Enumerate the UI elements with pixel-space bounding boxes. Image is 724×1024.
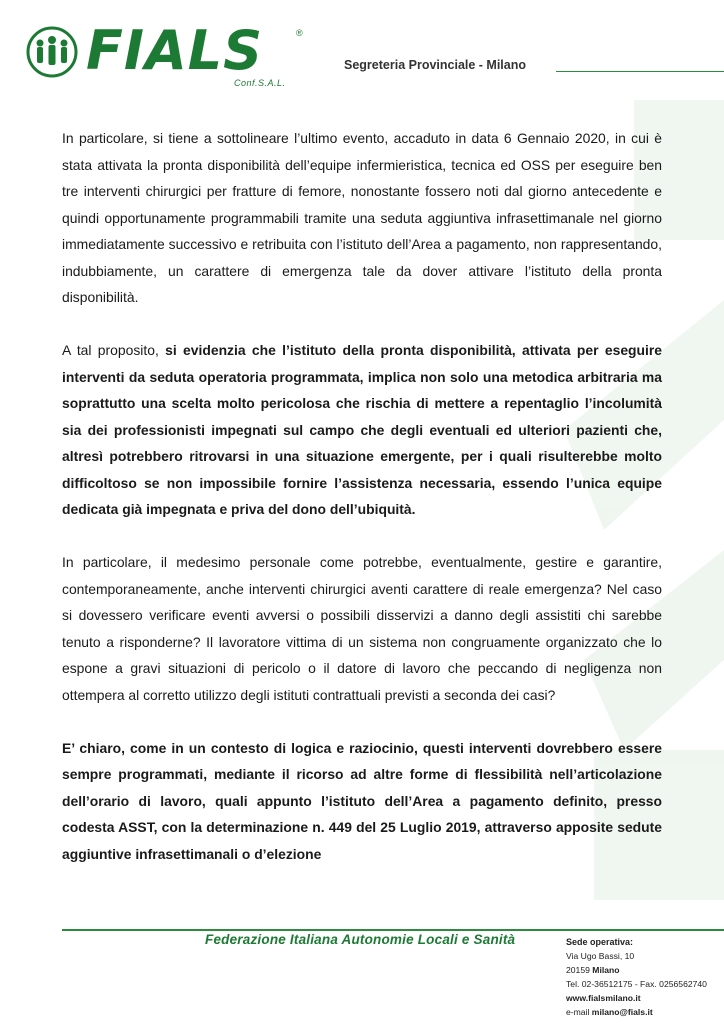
phone-line <box>566 977 707 991</box>
city: Milano <box>592 965 620 975</box>
federation-name: Federazione Italiana Autonomie Locali e Sanità <box>205 932 516 947</box>
email-link[interactable]: milano@fials.it <box>591 1007 653 1017</box>
contact-block <box>566 935 707 1019</box>
city-line <box>566 963 707 977</box>
letter-body <box>62 125 662 894</box>
header-divider <box>556 71 724 72</box>
logo-wordmark: FIALS <box>86 19 264 82</box>
registered-mark: ® <box>296 28 303 38</box>
address: Via Ugo Bassi, 10 <box>566 951 635 961</box>
fax-number: 0256562740 <box>659 979 707 989</box>
fax-label: - Fax. <box>634 979 657 989</box>
paragraph-2 <box>62 337 662 523</box>
paragraph-3: In particolare, il medesimo personale come potrebbe, eventualmente, gestire e garantire, contemporaneamente, anche interventi chirurgici aventi carattere di reale emergenza? Nel caso si dovessero verificare eventi avversi o possibili disservizi a danno degli assistiti chi sarebbe tenuto a risponderne? Il lavoratore vittima di un sistema non congruamente organizzato che lo espone a gravi situazioni di pericolo o il datore di lavoro che peccando di negligenza non ottempera al corretto utilizzo degli istituti contrattuali previsti a seconda dei casi? <box>62 554 662 703</box>
tel-label: Tel. <box>566 979 580 989</box>
logo-subtitle: Conf.S.A.L. <box>234 78 286 88</box>
letterhead <box>0 0 724 100</box>
paragraph-1: In particolare, si tiene a sottolineare l’ultimo evento, accaduto in data 6 Gennaio 2020, in cui è stata attivata la pronta disponibilità dell’equipe infermieristica, tecnica ed OSS per eseguire ben tre interventi chirurgici per fratture di femore, nonostante fossero noti dal giorno antecedente e quindi opportunamente programmabili tramite una seduta aggiuntiva infrasettimanale nel giorno immediatamente successivo e retribuita con l’istituto dell’Area a pagamento, non rappresentando, indubbiamente, un carattere di emergenza tale da dover attivare l’istituto della pronta disponibilità. <box>62 130 662 305</box>
paragraph-4: E’ chiaro, come in un contesto di logica e raziocinio, questi interventi dovrebbero essere sempre programmati, mediante il ricorso ad altre forme di flessibilità nell’articolazione dell’orario di lavoro, quali appunto l’istituto dell’Area a pagamento definito, presso codesta ASST, con la determinazione n. 449 del 25 Luglio 2019, attraverso apposite sedute aggiuntive infrasettimanali o d’elezione <box>62 739 662 862</box>
people-circle-icon <box>26 26 78 78</box>
website-link[interactable]: www.fialsmilano.it <box>566 993 641 1003</box>
paragraph-2-intro: A tal proposito, <box>62 342 166 358</box>
footer-divider <box>62 929 724 931</box>
zip: 20159 <box>566 965 590 975</box>
sede-title: Sede operativa: <box>566 937 634 947</box>
paragraph-2-bold: si evidenzia che l’istituto della pronta disponibilità, attivata per eseguire interventi da seduta operatoria programmata, implica non solo una metodica arbitraria ma soprattutto una scelta molto pericolosa che rischia di mettere a repentaglio l’incolumità sia dei professionisti impegnati sul campo che degli eventuali ed ulteriori pazienti che, altresì potrebbero ritrovarsi in una situazione emergente, per i quali risulterebbe molto difficoltoso se non impossibile fornire l’assistenza necessaria, essendo l’unica equipe dedicata già impegnata e priva del dono dell’ubiquità. <box>62 342 662 517</box>
fials-logo <box>26 19 316 92</box>
website[interactable] <box>566 991 707 1005</box>
office-title: Segreteria Provinciale - Milano <box>344 58 527 72</box>
email-label: e-mail <box>566 1007 590 1017</box>
email-line <box>566 1005 707 1019</box>
tel-number: 02-36512175 <box>581 979 633 989</box>
